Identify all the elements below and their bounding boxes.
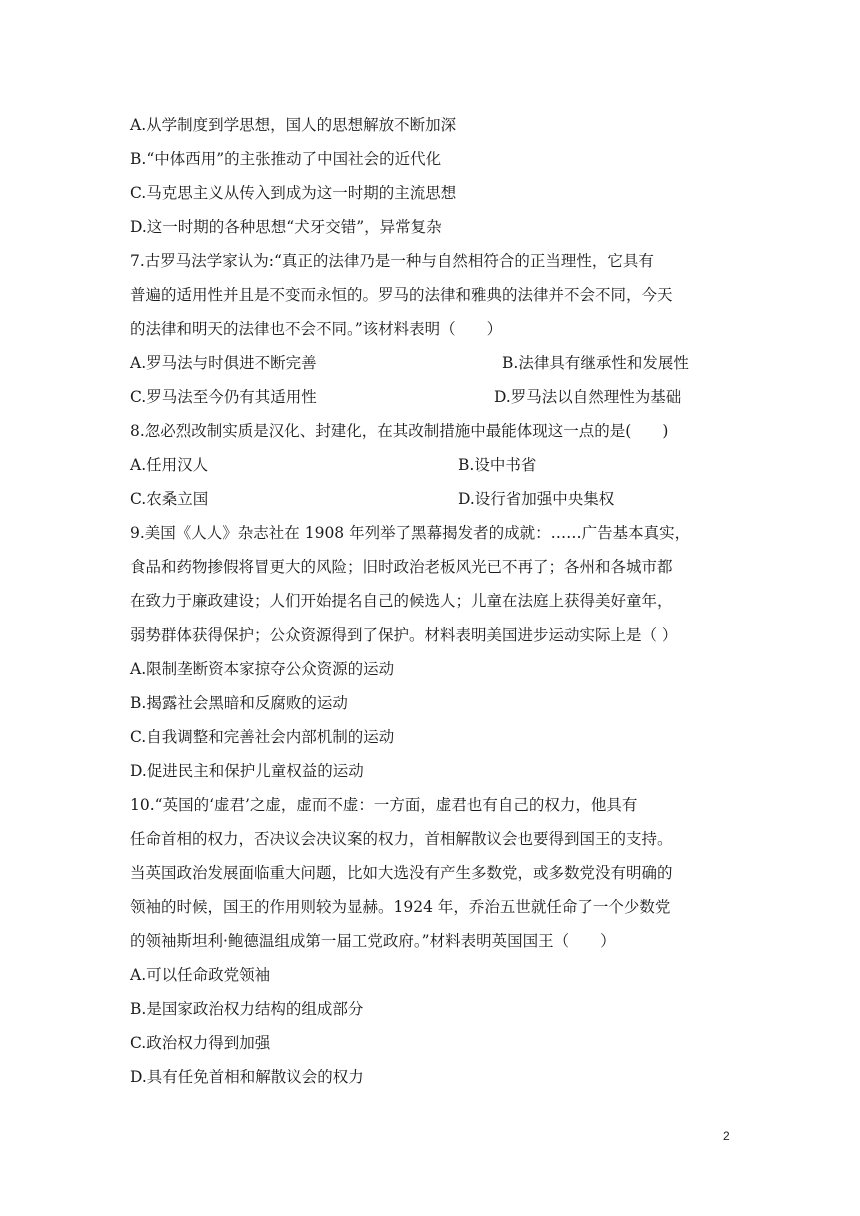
- question-stem-line: 的领袖斯坦利·鲍德温组成第一届工党政府。”材料表明英国国王（ ）: [130, 932, 616, 950]
- option-c: C.政治权力得到加强: [130, 1034, 271, 1052]
- question-stem-line: 在致力于廉政建设；人们开始提名自己的候选人；儿童在法庭上获得美好童年，: [130, 592, 673, 610]
- option-row: [130, 380, 730, 414]
- question-stem-line: 弱势群体获得保护；公众资源得到了保护。材料表明美国进步运动实际上是（ ）: [130, 626, 678, 644]
- page-number: 2: [723, 1129, 730, 1143]
- question-10: [130, 788, 730, 1094]
- option-d: D.促进民主和保护儿童权益的运动: [130, 762, 364, 780]
- option-d: D.这一时期的各种思想“犬牙交错”，异常复杂: [130, 218, 442, 236]
- question-stem-line: 8.忽必烈改制实质是汉化、封建化，在其改制措施中最能体现这一点的是( ): [130, 422, 669, 440]
- question-stem-line: 10.“英国的‘虚君’之虚，虚而不虚：一方面，虚君也有自己的权力，他具有: [130, 796, 638, 814]
- option-c: C.罗马法至今仍有其适用性: [130, 388, 317, 406]
- option-a: A.任用汉人: [130, 456, 209, 474]
- option-d: D.设行省加强中央集权: [458, 490, 615, 508]
- option-row: [130, 448, 730, 482]
- question-stem-line: 领袖的时候，国王的作用则较为显赫。1924 年，乔治五世就任命了一个少数党: [130, 898, 671, 916]
- question-stem-line: 的法律和明天的法律也不会不同。”该材料表明（ ）: [130, 320, 503, 338]
- option-c: C.马克思主义从传入到成为这一时期的主流思想: [130, 184, 457, 202]
- option-a: A.限制垄断资本家掠夺公众资源的运动: [130, 660, 395, 678]
- option-a: A.可以任命政党领袖: [130, 966, 271, 984]
- question-stem-line: 9.美国《人人》杂志社在 1908 年列举了黑幕揭发者的成就：……广告基本真实，: [130, 524, 691, 542]
- option-b: B.设中书省: [458, 456, 537, 474]
- question-stem-line: 食品和药物掺假将冒更大的风险；旧时政治老板风光已不再了；各州和各城市都: [130, 558, 673, 576]
- option-a: A.从学制度到学思想，国人的思想解放不断加深: [130, 116, 457, 134]
- option-b: B.法律具有继承性和发展性: [502, 354, 689, 372]
- option-a: A.罗马法与时俱进不断完善: [130, 354, 317, 372]
- option-b: B.揭露社会黑暗和反腐败的运动: [130, 694, 348, 712]
- question-9: [130, 516, 730, 788]
- option-row: [130, 346, 730, 380]
- question-stem-line: 7.古罗马法学家认为:“真正的法律乃是一种与自然相符合的正当理性，它具有: [130, 252, 654, 270]
- question-stem-line: 任命首相的权力，否决议会决议案的权力，首相解散议会也要得到国王的支持。: [130, 830, 673, 848]
- question-stem-line: 当英国政治发展面临重大问题，比如大选没有产生多数党，或多数党没有明确的: [130, 864, 673, 882]
- question-8: [130, 414, 730, 516]
- question-6-options: [130, 108, 730, 244]
- option-d: D.具有任免首相和解散议会的权力: [130, 1068, 364, 1086]
- option-c: C.自我调整和完善社会内部机制的运动: [130, 728, 395, 746]
- question-7: [130, 244, 730, 414]
- option-row: [130, 482, 730, 516]
- page-content: [130, 108, 730, 1094]
- question-stem-line: 普遍的适用性并且是不变而永恒的。罗马的法律和雅典的法律并不会不同，今天: [130, 286, 673, 304]
- option-b: B.“中体西用”的主张推动了中国社会的近代化: [130, 150, 442, 168]
- option-d: D.罗马法以自然理性为基础: [494, 388, 682, 406]
- option-b: B.是国家政治权力结构的组成部分: [130, 1000, 364, 1018]
- option-c: C.农桑立国: [130, 490, 209, 508]
